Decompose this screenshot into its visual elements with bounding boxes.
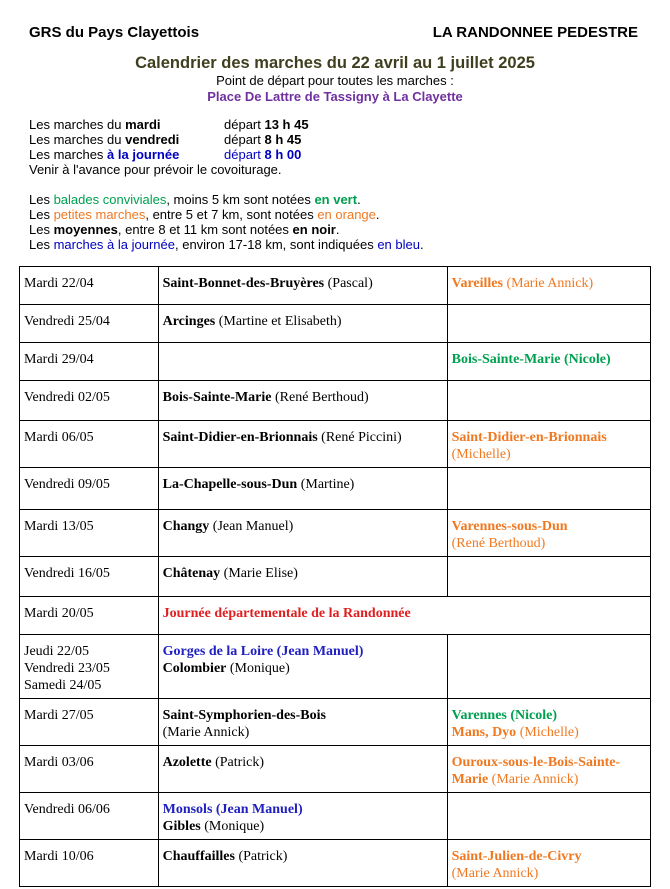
leader-name: (Patrick) <box>234 849 288 864</box>
place-name: Monsols (Jean Manuel) <box>162 802 303 817</box>
date-text: Mardi 13/05 <box>24 519 94 534</box>
meeting-intro: Point de départ pour toutes les marches : <box>216 73 454 88</box>
date-cell <box>20 597 159 635</box>
date-cell <box>20 468 159 510</box>
table-row <box>20 635 651 699</box>
main-walk-entry <box>163 476 443 493</box>
schedule-table <box>19 266 651 887</box>
legend-black: Les moyennes, entre 8 et 11 km sont notées en noir. <box>29 222 340 237</box>
leader-name: (Marie Annick) <box>488 772 579 787</box>
table-row <box>20 699 651 746</box>
short-walk-cell <box>447 699 650 746</box>
short-walk-cell <box>447 267 650 305</box>
date-text: Mardi 29/04 <box>24 352 94 367</box>
date-text: Vendredi 25/04 <box>24 314 110 329</box>
main-walk-cell <box>158 267 447 305</box>
short-walk-cell <box>447 635 650 699</box>
short-walk-cell <box>447 557 650 597</box>
place-name: Saint-Symphorien-des-Bois <box>162 708 326 723</box>
table-row <box>20 468 651 510</box>
meeting-place: Place De Lattre de Tassigny à La Clayette <box>207 89 463 104</box>
departure-vendredi: Les marches du vendredi départ 8 h 45 <box>29 132 302 147</box>
main-walk-entry <box>163 801 443 818</box>
place-name: Bois-Sainte-Marie (Nicole) <box>451 352 611 367</box>
date-cell <box>20 746 159 793</box>
table-row <box>20 793 651 840</box>
main-walk-cell <box>158 840 447 887</box>
date-text: Mardi 06/05 <box>24 430 94 445</box>
short-walk-cell <box>447 840 650 887</box>
leader-name: (Jean Manuel) <box>209 519 294 534</box>
date-cell <box>20 267 159 305</box>
departure-journee: Les marches à la journée départ 8 h 00 <box>29 147 302 162</box>
short-walk-entry <box>452 754 646 788</box>
main-walk-cell <box>158 635 447 699</box>
place-name: Ouroux-sous-le-Bois-Sainte-Marie <box>451 755 621 787</box>
main-walk-entry <box>163 565 443 582</box>
main-walk-entry <box>163 389 443 406</box>
leader-name: (Marie Annick) <box>451 866 539 881</box>
date-cell <box>20 557 159 597</box>
leader-name: (René Berthoud) <box>271 390 369 405</box>
main-walk-cell <box>158 699 447 746</box>
place-name: Changy <box>162 519 210 534</box>
date-cell <box>20 793 159 840</box>
date-text: Vendredi 06/06 <box>24 802 110 817</box>
date-text: Vendredi 02/05 <box>24 390 110 405</box>
main-walk-entry <box>163 848 443 865</box>
date-text: Vendredi 16/05 <box>24 566 110 581</box>
leader-name: (Monique) <box>200 819 265 834</box>
date-text: Mardi 27/05 <box>24 708 94 723</box>
special-event-cell <box>158 597 650 635</box>
main-walk-entry <box>163 754 443 771</box>
date-text: Mardi 03/06 <box>24 755 94 770</box>
special-event: Journée départementale de la Randonnée <box>162 606 411 621</box>
place-name: Saint-Bonnet-des-Bruyères <box>162 276 325 291</box>
main-walk-cell <box>158 746 447 793</box>
main-walk-cell <box>158 510 447 557</box>
place-name: Chauffailles <box>162 849 235 864</box>
main-walk-cell <box>158 421 447 468</box>
date-text: Mardi 22/04 <box>24 276 94 291</box>
main-walk-entry <box>163 818 443 835</box>
date-cell <box>20 381 159 421</box>
date-cell <box>20 343 159 381</box>
short-walk-cell <box>447 305 650 343</box>
leader-name: (Marie Annick) <box>502 276 594 291</box>
place-name: Bois-Sainte-Marie <box>162 390 272 405</box>
activity-title: LA RANDONNEE PEDESTRE <box>432 24 638 41</box>
leader-name: (Michelle) <box>451 447 511 462</box>
leader-name: (Michelle) <box>516 725 579 740</box>
place-name: Mans, Dyo <box>451 725 517 740</box>
club-name: GRS du Pays Clayettois <box>29 24 200 41</box>
date-text: Samedi 24/05 <box>24 678 102 693</box>
place-name: Arcinges <box>162 314 216 329</box>
table-row <box>20 267 651 305</box>
place-name: Varennes (Nicole) <box>451 708 558 723</box>
leader-name: (Martine et Elisabeth) <box>215 314 342 329</box>
leader-name: (Martine) <box>297 477 355 492</box>
leader-name: (René Berthoud) <box>451 536 546 551</box>
main-walk-entry <box>163 707 443 741</box>
date-text: Vendredi 09/05 <box>24 477 110 492</box>
short-walk-cell <box>447 793 650 840</box>
page-title: Calendrier des marches du 22 avril au 1 juillet 2025 <box>135 54 535 72</box>
main-walk-cell <box>158 381 447 421</box>
legend-green: Les balades conviviales, moins 5 km sont notées en vert. <box>29 192 361 207</box>
table-row <box>20 381 651 421</box>
table-row <box>20 305 651 343</box>
legend-orange: Les petites marches, entre 5 et 7 km, sont notées en orange. <box>29 207 380 222</box>
place-name: Saint-Julien-de-Civry <box>451 849 582 864</box>
main-walk-entry <box>163 518 443 535</box>
main-walk-cell <box>158 557 447 597</box>
table-row <box>20 840 651 887</box>
leader-name: (Pascal) <box>324 276 373 291</box>
table-row <box>20 421 651 468</box>
place-name: Gibles <box>162 819 201 834</box>
table-row <box>20 510 651 557</box>
date-text: Vendredi 23/05 <box>24 661 110 676</box>
short-walk-entry <box>452 724 646 741</box>
date-cell <box>20 305 159 343</box>
main-walk-entry <box>163 429 443 446</box>
place-name: Varennes-sous-Dun <box>451 519 568 534</box>
departure-mardi: Les marches du mardi départ 13 h 45 <box>29 117 309 132</box>
date-cell <box>20 510 159 557</box>
main-walk-cell <box>158 305 447 343</box>
main-walk-cell <box>158 468 447 510</box>
main-walk-entry <box>163 660 443 677</box>
short-walk-entry <box>452 518 646 552</box>
short-walk-entry <box>452 351 646 368</box>
leader-name: (Marie Annick) <box>162 725 250 740</box>
table-row <box>20 557 651 597</box>
short-walk-entry <box>452 848 646 882</box>
short-walk-cell <box>447 746 650 793</box>
place-name: Azolette <box>162 755 212 770</box>
table-row <box>20 597 651 635</box>
place-name: Châtenay <box>162 566 221 581</box>
leader-name: (Patrick) <box>211 755 265 770</box>
date-cell <box>20 699 159 746</box>
main-walk-cell <box>158 343 447 381</box>
date-text: Mardi 10/06 <box>24 849 94 864</box>
place-name: La-Chapelle-sous-Dun <box>162 477 298 492</box>
short-walk-cell <box>447 343 650 381</box>
short-walk-cell <box>447 468 650 510</box>
main-walk-entry <box>163 275 443 292</box>
legend-blue: Les marches à la journée, environ 17-18 km, sont indiquées en bleu. <box>29 237 424 252</box>
place-name: Colombier <box>162 661 227 676</box>
place-name: Vareilles <box>451 276 503 291</box>
short-walk-cell <box>447 381 650 421</box>
main-walk-entry <box>163 313 443 330</box>
leader-name: (René Piccini) <box>317 430 402 445</box>
short-walk-entry <box>452 275 646 292</box>
short-walk-entry <box>452 429 646 463</box>
main-walk-entry <box>163 643 443 660</box>
main-walk-cell <box>158 793 447 840</box>
table-row <box>20 343 651 381</box>
short-walk-cell <box>447 421 650 468</box>
place-name: Gorges de la Loire (Jean Manuel) <box>162 644 364 659</box>
carpool-note: Venir à l'avance pour prévoir le covoiturage. <box>29 162 282 177</box>
place-name: Saint-Didier-en-Brionnais <box>162 430 318 445</box>
date-text: Jeudi 22/05 <box>24 644 89 659</box>
leader-name: (Marie Elise) <box>220 566 298 581</box>
date-text: Mardi 20/05 <box>24 606 94 621</box>
leader-name: (Monique) <box>226 661 290 676</box>
place-name: Saint-Didier-en-Brionnais <box>451 430 607 445</box>
table-row <box>20 746 651 793</box>
short-walk-cell <box>447 510 650 557</box>
date-cell <box>20 840 159 887</box>
short-walk-entry <box>452 707 646 724</box>
date-cell <box>20 421 159 468</box>
date-cell <box>20 635 159 699</box>
